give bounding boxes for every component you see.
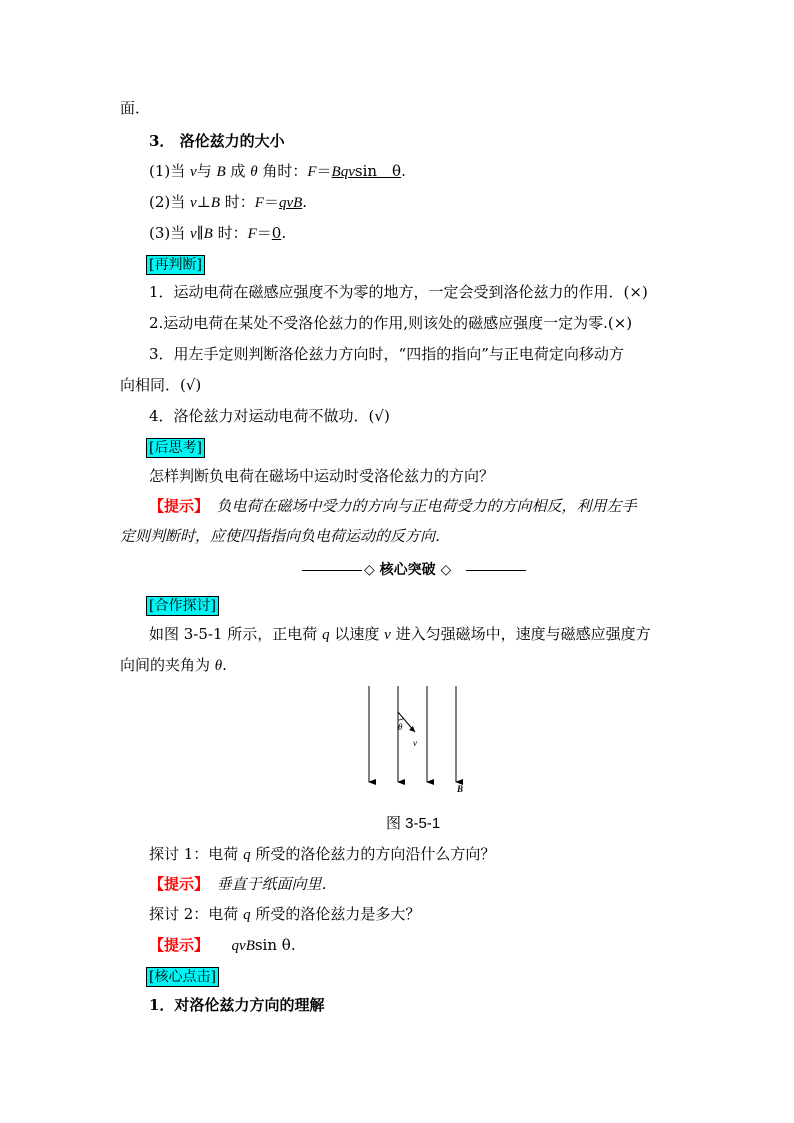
judge-item-2: 2.运动电荷在某处不受洛伦兹力的作用,则该处的磁感应强度一定为零.(×) — [149, 314, 633, 332]
section-tag-rejudge: [再判断] — [146, 254, 205, 275]
section-tag-core: [核心点击] — [146, 966, 219, 987]
divider-right-line — [466, 570, 526, 571]
section-title: ◇ 核心突破 ◇ — [364, 562, 452, 578]
judge-item-4: 4．洛伦兹力对运动电荷不做功．(√) — [149, 407, 390, 425]
velocity-label: v — [413, 738, 417, 748]
subheading: 3． 洛伦兹力的大小 — [149, 132, 285, 150]
formula-line-1: (1)当 v与 B 成 θ 角时：F＝Bqvsin θ. — [149, 162, 406, 180]
formula-line-3: (3)当 v∥B 时：F＝0. — [149, 224, 287, 242]
judge-item-1: 1．运动电荷在磁感应强度不为零的地方，一定会受到洛伦兹力的作用．(×) — [149, 283, 648, 301]
figure-caption: 图 3-5-1 — [386, 815, 441, 832]
field-label: B — [457, 784, 464, 794]
velocity-arrowhead — [409, 726, 415, 732]
theta-label: θ — [398, 722, 403, 732]
tip-block-3: 【提示】 qvBsin θ. — [149, 936, 296, 954]
magnetic-field-figure — [355, 684, 475, 796]
tip-block-1-cont: 定则判断时，应使四指指向负电荷运动的反方向． — [120, 527, 451, 545]
tip-block-2: 【提示】 垂直于纸面向里． — [149, 875, 337, 893]
section-tag-think: [后思考] — [146, 437, 205, 458]
section-tag-explore: [合作探讨] — [146, 595, 219, 616]
judge-item-3-cont: 向相同．(√) — [120, 376, 202, 394]
paragraph-line-cont: 向间的夹角为 θ. — [120, 656, 227, 674]
divider-left-line — [302, 570, 362, 571]
explore-question-1: 探讨 1：电荷 q 所受的洛伦兹力的方向沿什么方向？ — [149, 845, 496, 863]
paragraph-line: 如图 3-5-1 所示，正电荷 q 以速度 v 进入匀强磁场中，速度与磁感应强度方 — [149, 625, 651, 643]
question: 怎样判断负电荷在磁场中运动时受洛伦兹力的方向？ — [149, 467, 495, 485]
judge-item-3: 3．用左手定则判断洛伦兹力方向时，“四指的指向”与正电荷定向移动方 — [149, 345, 624, 363]
text-line: 面． — [120, 99, 151, 117]
formula-line-2: (2)当 v⊥B 时：F＝qvB. — [149, 193, 308, 211]
angle-arc — [398, 718, 404, 720]
tip-block-1: 【提示】 负电荷在磁场中受力的方向与正电荷受力的方向相反，利用左手 — [149, 497, 637, 515]
explore-question-2: 探讨 2：电荷 q 所受的洛伦兹力是多大？ — [149, 905, 421, 923]
core-point-1: 1．对洛伦兹力方向的理解 — [149, 996, 325, 1014]
